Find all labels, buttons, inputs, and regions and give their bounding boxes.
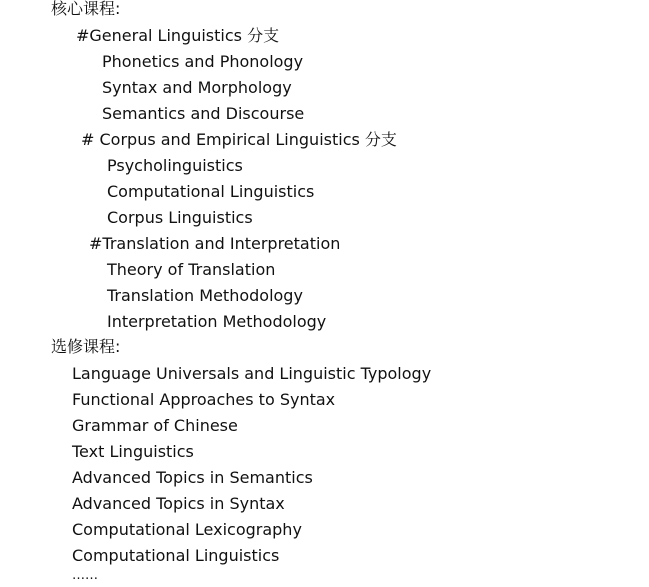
core-course-item: Semantics and Discourse [102, 104, 305, 123]
elective-course-item: Grammar of Chinese [72, 416, 238, 435]
elective-course-item: Computational Lexicography [72, 520, 302, 539]
elective-course-item: Functional Approaches to Syntax [72, 390, 336, 409]
elective-course-item: Computational Linguistics [72, 546, 280, 565]
elective-course-item: Language Universals and Linguistic Typology [72, 364, 432, 383]
core-course-item: Corpus Linguistics [107, 208, 253, 227]
core-course-item: Theory of Translation [107, 260, 276, 279]
core-course-item: Psycholinguistics [107, 156, 243, 175]
elective-course-item: Text Linguistics [72, 442, 194, 461]
core-course-item: Phonetics and Phonology [102, 52, 304, 71]
branch-title-translation: #Translation and Interpretation [89, 234, 341, 253]
core-course-item: Interpretation Methodology [107, 312, 327, 331]
core-courses-heading: 核心课程: [51, 0, 121, 18]
branch-title-general-linguistics: #General Linguistics 分支 [76, 26, 280, 45]
core-course-item: Translation Methodology [107, 286, 303, 305]
elective-course-item: Advanced Topics in Syntax [72, 494, 285, 513]
branch-title-corpus-linguistics: # Corpus and Empirical Linguistics 分支 [81, 130, 397, 149]
elective-courses-heading: 选修课程: [51, 337, 121, 356]
elective-course-item: Advanced Topics in Semantics [72, 468, 313, 487]
elective-ellipsis: …… [72, 568, 98, 583]
core-course-item: Computational Linguistics [107, 182, 315, 201]
core-course-item: Syntax and Morphology [102, 78, 292, 97]
